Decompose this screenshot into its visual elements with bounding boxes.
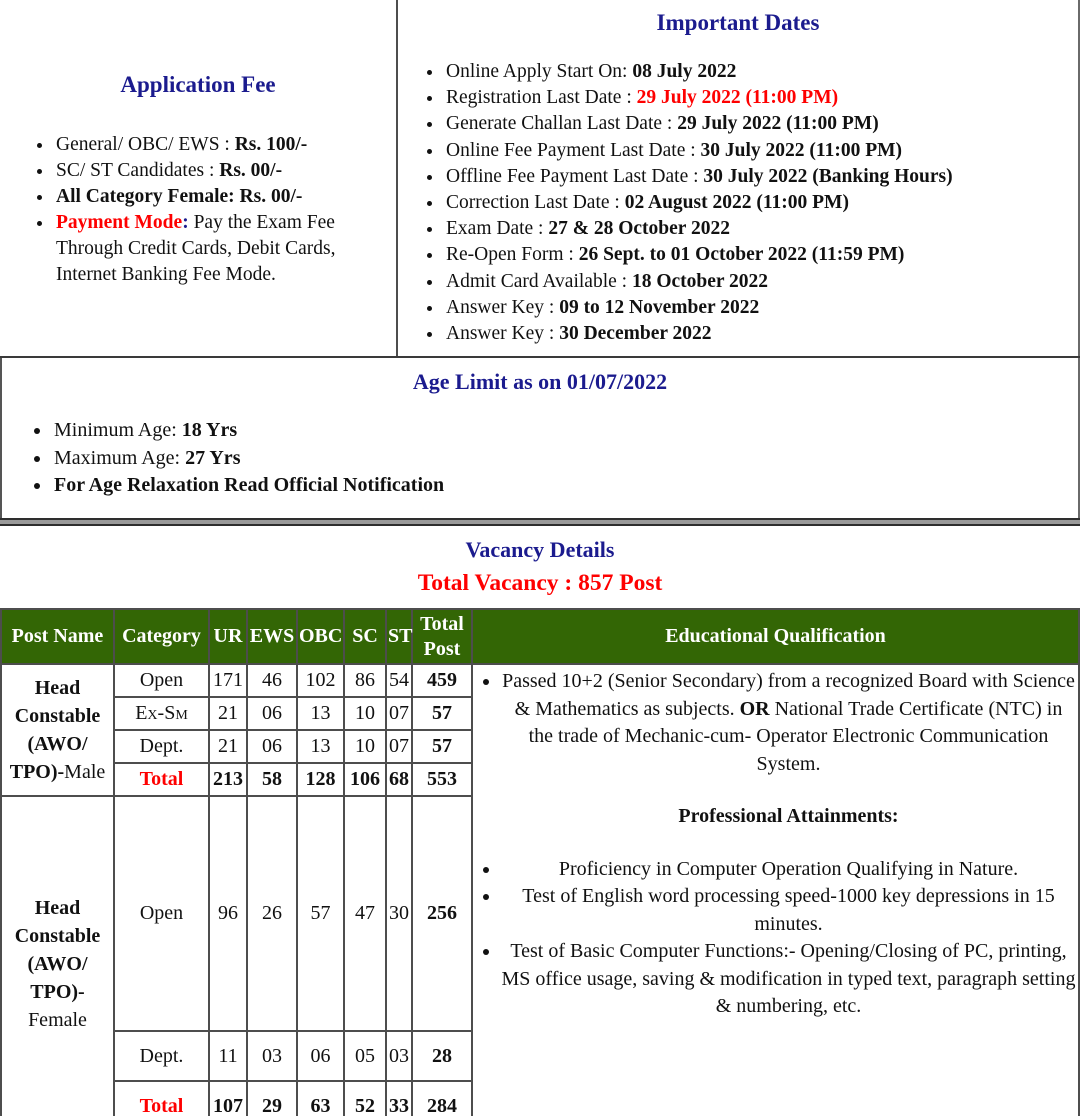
total-vacancy-line: Total Vacancy : 857 Post bbox=[417, 570, 663, 596]
cell-ews: 06 bbox=[247, 697, 297, 730]
fee-value: Rs. 100/- bbox=[234, 134, 308, 155]
cell-st: 07 bbox=[386, 697, 412, 730]
date-item-registration-last bbox=[444, 85, 1072, 111]
cell-sc: 86 bbox=[344, 664, 386, 697]
date-value: 02 August 2022 (11:00 PM) bbox=[624, 192, 849, 214]
application-fee-section bbox=[0, 0, 398, 356]
age-label: Maximum Age: bbox=[54, 446, 186, 469]
qualification-or: OR bbox=[739, 697, 770, 720]
cell-obc: 63 bbox=[297, 1081, 344, 1116]
date-value: 29 July 2022 (11:00 PM) bbox=[636, 87, 839, 109]
top-section bbox=[0, 0, 1080, 358]
header-total-post: Total Post bbox=[412, 609, 472, 664]
age-value: 27 Yrs bbox=[185, 446, 241, 469]
cell-category: Dept. bbox=[114, 730, 209, 763]
cell-st: 03 bbox=[386, 1031, 412, 1081]
cell-category: Open bbox=[114, 664, 209, 697]
section-divider bbox=[0, 518, 1080, 526]
vacancy-table bbox=[0, 608, 1080, 1116]
cell-ur: 11 bbox=[209, 1031, 247, 1081]
date-item-apply-start bbox=[444, 59, 1072, 85]
cell-ur: 107 bbox=[209, 1081, 247, 1116]
cell-ur: 21 bbox=[209, 697, 247, 730]
header-ews: EWS bbox=[247, 609, 297, 664]
qualification-text: National Trade Certificate (NTC) in the trade of Mechanic-cum- Operator Electronic Communication System. bbox=[528, 697, 1063, 775]
professional-attainments-heading: Professional Attainments: bbox=[678, 805, 899, 827]
important-dates-title: Important Dates bbox=[656, 10, 820, 35]
application-fee-title: Application Fee bbox=[120, 72, 276, 97]
important-dates-section bbox=[398, 0, 1080, 356]
date-item-challan-last bbox=[444, 111, 1072, 137]
vacancy-section bbox=[0, 526, 1080, 1116]
cell-category: Ex-Sm bbox=[114, 697, 209, 730]
date-label: Admit Card Available : bbox=[446, 270, 632, 292]
age-limit-list bbox=[2, 417, 1078, 500]
date-item-reopen-form bbox=[444, 242, 1072, 268]
header-st: ST bbox=[386, 609, 412, 664]
date-item-admit-card bbox=[444, 269, 1072, 295]
date-value: 30 July 2022 (Banking Hours) bbox=[703, 165, 953, 187]
date-value: 29 July 2022 (11:00 PM) bbox=[677, 113, 879, 135]
fee-label: SC/ ST Candidates : bbox=[56, 160, 220, 181]
cell-sc: 52 bbox=[344, 1081, 386, 1116]
cell-st: 07 bbox=[386, 730, 412, 763]
header-post-name: Post Name bbox=[1, 609, 114, 664]
fee-value: Rs. 00/- bbox=[219, 160, 283, 181]
date-value: 09 to 12 November 2022 bbox=[559, 296, 760, 318]
age-value: 18 Yrs bbox=[181, 419, 238, 441]
fee-label: General/ OBC/ EWS : bbox=[56, 134, 235, 155]
qualification-item bbox=[501, 668, 1076, 778]
date-item-offline-fee-last bbox=[444, 164, 1072, 190]
date-label: Exam Date : bbox=[446, 218, 549, 240]
cell-total-post: 28 bbox=[412, 1031, 472, 1081]
cell-obc: 13 bbox=[297, 730, 344, 763]
post-name-bold: Head Constable (AWO/ TPO)- bbox=[14, 896, 101, 1003]
important-dates-list bbox=[404, 59, 1072, 347]
date-item-correction-last bbox=[444, 190, 1072, 216]
cell-ews: 58 bbox=[247, 763, 297, 796]
age-note: For Age Relaxation Read Official Notification bbox=[54, 474, 445, 496]
cell-obc: 102 bbox=[297, 664, 344, 697]
cell-total-post: 553 bbox=[412, 763, 472, 796]
cell-ur: 21 bbox=[209, 730, 247, 763]
date-label: Re-Open Form : bbox=[446, 244, 579, 266]
fee-item-payment-mode bbox=[54, 210, 386, 288]
age-item-relaxation bbox=[52, 472, 1078, 500]
cell-category: Open bbox=[114, 796, 209, 1031]
age-item-minimum bbox=[52, 417, 1078, 445]
cell-sc: 10 bbox=[344, 730, 386, 763]
date-value: 08 July 2022 bbox=[632, 61, 737, 82]
header-educational-qualification: Educational Qualification bbox=[472, 609, 1079, 664]
cell-ur: 171 bbox=[209, 664, 247, 697]
date-item-answer-key-2 bbox=[444, 321, 1072, 347]
cell-sc: 10 bbox=[344, 697, 386, 730]
date-value: 27 & 28 October 2022 bbox=[548, 218, 730, 240]
fee-item-general bbox=[54, 132, 386, 158]
cell-ews: 46 bbox=[247, 664, 297, 697]
cell-total-post: 57 bbox=[412, 730, 472, 763]
cell-st: 54 bbox=[386, 664, 412, 697]
cell-sc: 106 bbox=[344, 763, 386, 796]
cell-ur: 96 bbox=[209, 796, 247, 1031]
attainment-item: • Proficiency in Computer Operation Qualifying in Nature. bbox=[501, 856, 1076, 884]
qualification-text: Passed 10+2 (Senior Secondary) from a recognized Board with Science & Mathematics as subjects. bbox=[502, 670, 1075, 720]
cell-obc: 57 bbox=[297, 796, 344, 1031]
cell-ews: 03 bbox=[247, 1031, 297, 1081]
cell-obc: 06 bbox=[297, 1031, 344, 1081]
cell-st: 30 bbox=[386, 796, 412, 1031]
date-label: Generate Challan Last Date : bbox=[446, 113, 678, 135]
cell-total-post: 284 bbox=[412, 1081, 472, 1116]
cell-st: 33 bbox=[386, 1081, 412, 1116]
header-ur: UR bbox=[209, 609, 247, 664]
cell-total-post: 57 bbox=[412, 697, 472, 730]
application-fee-list bbox=[10, 132, 386, 288]
vacancy-details-title: Vacancy Details bbox=[465, 537, 615, 562]
educational-qualification-cell bbox=[472, 664, 1079, 1116]
cell-category-total: Total bbox=[114, 763, 209, 796]
attainment-item: • Test of English word processing speed-1000 key depressions in 15 minutes. bbox=[501, 883, 1076, 938]
header-sc: SC bbox=[344, 609, 386, 664]
payment-mode-text: Pay the Exam Fee Through Credit Cards, Debit Cards, Internet Banking Fee Mode. bbox=[56, 212, 336, 285]
attainments-list bbox=[475, 856, 1076, 1021]
cell-ews: 06 bbox=[247, 730, 297, 763]
fee-value: All Category Female: Rs. 00/- bbox=[56, 186, 303, 207]
date-label: Correction Last Date : bbox=[446, 192, 625, 214]
qualification-list bbox=[475, 668, 1076, 778]
date-label: Answer Key : bbox=[446, 296, 560, 318]
date-value: 18 October 2022 bbox=[631, 270, 769, 292]
date-label: Registration Last Date : bbox=[446, 87, 637, 109]
date-label: Online Fee Payment Last Date : bbox=[446, 139, 701, 161]
cell-st: 68 bbox=[386, 763, 412, 796]
date-label: Answer Key : bbox=[446, 323, 560, 345]
date-label: Online Apply Start On: bbox=[446, 61, 633, 82]
age-label: Minimum Age: bbox=[54, 419, 182, 441]
cell-total-post: 459 bbox=[412, 664, 472, 697]
cell-ur: 213 bbox=[209, 763, 247, 796]
fee-item-female bbox=[54, 184, 386, 210]
cell-sc: 05 bbox=[344, 1031, 386, 1081]
cell-obc: 128 bbox=[297, 763, 344, 796]
date-label: Offline Fee Payment Last Date : bbox=[446, 165, 704, 187]
cell-category-total: Total bbox=[114, 1081, 209, 1116]
payment-mode-colon: : bbox=[182, 212, 189, 233]
table-header-row bbox=[1, 609, 1079, 664]
cell-obc: 13 bbox=[297, 697, 344, 730]
date-value: 30 July 2022 (11:00 PM) bbox=[700, 139, 903, 161]
post-name-plain: Female bbox=[28, 1008, 87, 1031]
cell-ews: 26 bbox=[247, 796, 297, 1031]
date-value: 26 Sept. to 01 October 2022 (11:59 PM) bbox=[578, 244, 905, 266]
date-value: 30 December 2022 bbox=[559, 323, 712, 345]
payment-mode-label: Payment Mode bbox=[56, 212, 183, 233]
header-category: Category bbox=[114, 609, 209, 664]
age-limit-section bbox=[0, 358, 1080, 518]
date-item-answer-key-1 bbox=[444, 295, 1072, 321]
cell-sc: 47 bbox=[344, 796, 386, 1031]
date-item-online-fee-last bbox=[444, 138, 1072, 164]
post-name-male bbox=[1, 664, 114, 796]
cell-category: Dept. bbox=[114, 1031, 209, 1081]
date-item-exam-date bbox=[444, 216, 1072, 242]
table-row bbox=[1, 664, 1079, 697]
cell-ews: 29 bbox=[247, 1081, 297, 1116]
age-limit-title: Age Limit as on 01/07/2022 bbox=[412, 369, 668, 394]
fee-item-scst bbox=[54, 158, 386, 184]
post-name-female bbox=[1, 796, 114, 1116]
age-item-maximum bbox=[52, 445, 1078, 473]
attainment-item: • Test of Basic Computer Functions:- Opening/Closing of PC, printing, MS office usage, saving & modification in typed text, paragraph setting & numbering, etc. bbox=[501, 938, 1076, 1021]
post-name-bold: Head Constable (AWO/ TPO)- bbox=[9, 677, 101, 783]
post-name-plain: Male bbox=[64, 761, 106, 783]
cell-total-post: 256 bbox=[412, 796, 472, 1031]
header-obc: OBC bbox=[297, 609, 344, 664]
